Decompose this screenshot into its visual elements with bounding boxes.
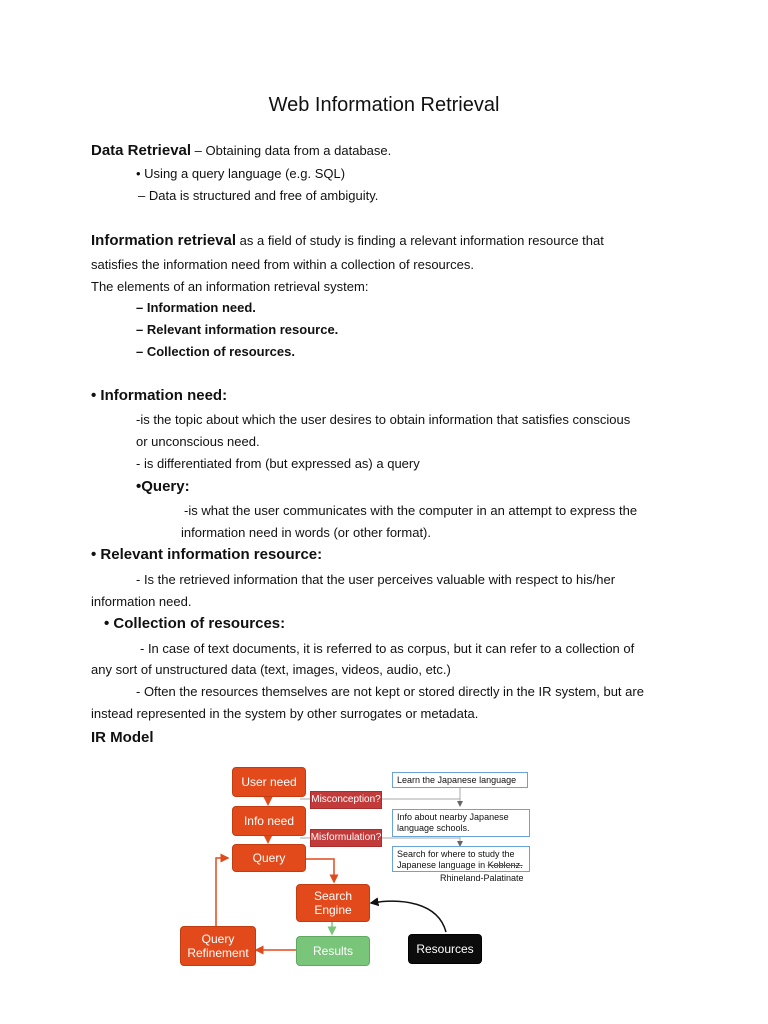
ir-element-item: – Information need. <box>136 300 256 315</box>
ir-definition-line-2: satisfies the information need from within a collection of resources. <box>91 257 474 272</box>
collection-heading: • Collection of resources: <box>104 615 286 632</box>
data-retrieval-heading: Data Retrieval <box>91 142 192 159</box>
results-box: Results <box>296 936 370 966</box>
resources-to-search-engine-arrow <box>371 901 446 932</box>
note-replacement-location: Rhineland-Palatinate <box>440 873 524 883</box>
info-need-line-3: - is differentiated from (but expressed as) a query <box>136 456 420 471</box>
note-learn-japanese: Learn the Japanese language <box>392 772 528 788</box>
info-need-line-2: or unconscious need. <box>136 434 260 449</box>
note-search-struck-location: Koblenz. <box>487 860 523 870</box>
ir-definition-line-1 <box>91 232 604 250</box>
relevant-resource-line-2: information need. <box>91 594 192 609</box>
ir-element-item: – Collection of resources. <box>136 344 295 359</box>
ir-model-diagram <box>176 762 546 974</box>
note-info-schools: Info about nearby Japanese language schools. <box>392 809 530 837</box>
query-refinement-box: Query Refinement <box>180 926 256 966</box>
search-engine-box: Search Engine <box>296 884 370 922</box>
relevant-resource-line-1: - Is the retrieved information that the user perceives valuable with respect to his/her <box>136 572 616 587</box>
ir-element-item: – Relevant information resource. <box>136 322 339 337</box>
ir-definition-part-1: as a field of study is finding a relevant information resource that <box>236 233 604 248</box>
query-box: Query <box>232 844 306 872</box>
data-retrieval-point-1: • Using a query language (e.g. SQL) <box>136 166 346 181</box>
ir-elements-intro: The elements of an information retrieval system: <box>91 279 369 294</box>
info-need-line-1: -is the topic about which the user desires to obtain information that satisfies conscious <box>136 412 631 427</box>
page-title: Web Information Retrieval <box>268 94 500 116</box>
collection-line-2: any sort of unstructured data (text, images, videos, audio, etc.) <box>91 662 451 677</box>
relevant-resource-heading: • Relevant information resource: <box>91 546 323 563</box>
ir-heading: Information retrieval <box>91 232 237 249</box>
info-need-box: Info need <box>232 806 306 836</box>
note-search-prefix: Search for where to study the Japanese language in <box>397 849 515 870</box>
query-line-1: -is what the user communicates with the computer in an attempt to express the <box>184 503 638 518</box>
resources-box: Resources <box>408 934 482 964</box>
data-retrieval-point-2: – Data is structured and free of ambiguity. <box>138 188 379 203</box>
info-need-heading: • Information need: <box>91 387 228 404</box>
query-heading: •Query: <box>136 478 190 495</box>
ir-model-heading: IR Model <box>91 729 154 746</box>
misconception-label: Misconception? <box>310 791 382 809</box>
collection-line-1: - In case of text documents, it is referred to as corpus, but it can refer to a collection of <box>140 641 635 656</box>
note-search-where <box>392 846 530 872</box>
query-line-2: information need in words (or other format). <box>181 525 431 540</box>
misformulation-label: Misformulation? <box>310 829 382 847</box>
data-retrieval-definition: – Obtaining data from a database. <box>191 143 392 158</box>
refinement-to-query-arrow <box>216 858 228 928</box>
data-retrieval-line <box>91 142 391 160</box>
user-need-box: User need <box>232 767 306 797</box>
collection-line-3: - Often the resources themselves are not kept or stored directly in the IR system, but are <box>136 684 644 699</box>
collection-line-4: instead represented in the system by other surrogates or metadata. <box>91 706 479 721</box>
